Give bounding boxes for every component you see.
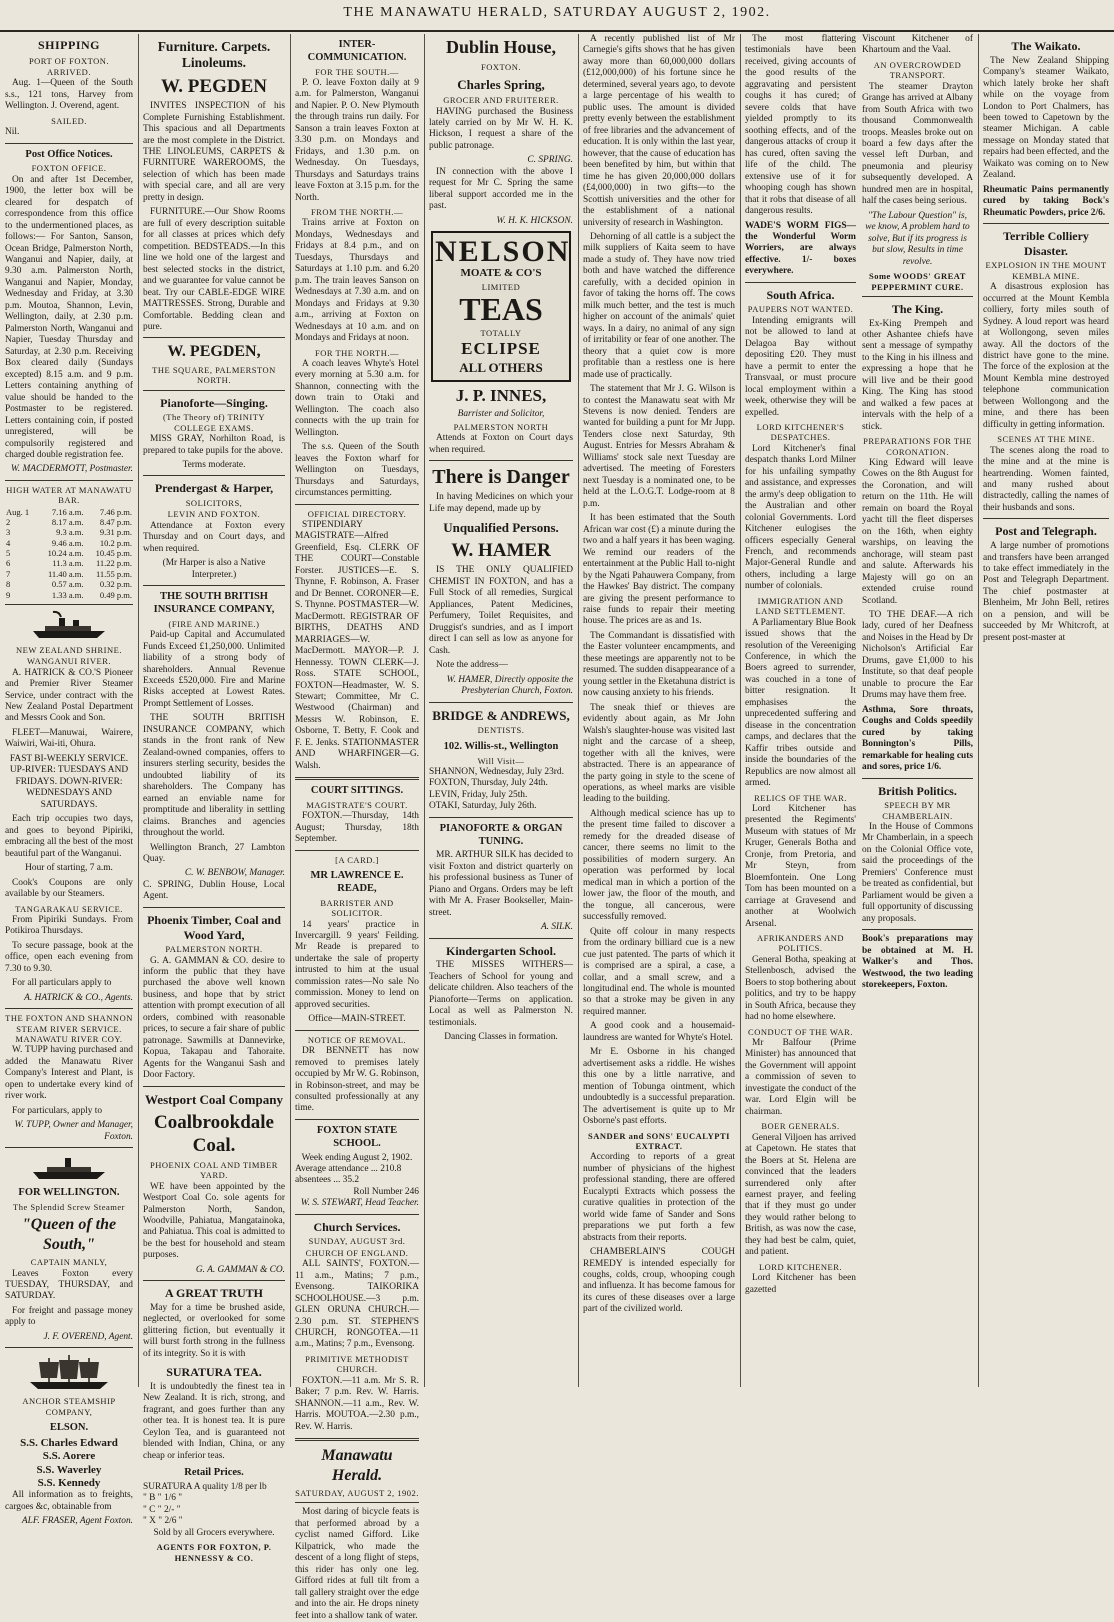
column-rule — [740, 34, 741, 1387]
moate-label: MOATE & CO'S — [460, 267, 542, 280]
waikato-text: The New Zealand Shipping Company's steamer Waikato, which lately broke her shaft while on the voyage from London to Port Chalmers, has been towed to Capetown by the steamer Michigan. A cable message on Monday stated that repairs had been effected, and the Waikato was coming on to New Zealand. — [983, 55, 1109, 181]
column-rule — [978, 34, 979, 1387]
steamer-icon — [29, 609, 109, 641]
wanganui-heading: WANGANUI RIVER. — [27, 656, 111, 667]
british-text: THE SOUTH BRITISH INSURANCE COMPANY, which stands in the front rank of New Zealand-owned companies, offers to insurers sterling security, besides the undoubted liability of its shareholders. The Company has earned an enviable name for promptitude and liberality in settling claims. Branches and agencies throughout the world. — [143, 713, 285, 839]
postmaster-sig: W. MACDERMOTT, Postmaster. — [10, 464, 133, 475]
post-office-sub: FOXTON OFFICE. — [31, 163, 107, 174]
capital-text: Paid-up Capital and Accumulated Funds Exceed £1,250,000. Unlimited liability of a strong body of shareholders. Annual Revenue Exceeds £520,000. Fire and Marine Risks accepted at Lowest Rates. Prompt Settlement of Losses. — [143, 630, 285, 709]
post-office-heading: Post Office Notices. — [25, 148, 113, 160]
labour-verse: "The Labour Question" is, we know, A problem hard to solve, But if its progress is but slow, Results in time revolve. — [865, 210, 970, 267]
tide-cell: 7.16 a.m. — [51, 506, 84, 517]
totally-label: TOTALLY — [480, 327, 522, 338]
tide-cell: 0.49 p.m. — [99, 589, 132, 600]
suratura-text: It is undoubtedly the finest tea in New Zealand. It is rich, strong, and fragrant, and goes further than any other tea. It is honest tea. It is pure Ceylon Tea, and is guaranteed not blended with Indian, China, or any cheap or inferior teas. — [143, 1381, 285, 1461]
sander-text: According to reports of a great number of physicians of the highest professional standing, there are offered Eucalypti Extracts which possess the curative qualities in protection of the world wide fame of Sander and Sons preparations we put forth a few abstracts from their reports. — [583, 1152, 735, 1243]
tangarakau-heading: TANGARAKAU SERVICE. — [15, 903, 123, 914]
office-text: Office—MAIN-STREET. — [308, 1014, 406, 1025]
north-text: Trains arrive at Foxton on Mondays, Wednesdays and Fridays at 8.4 p.m., and on Tuesdays, Thursdays and Saturdays at 1.10 p.m. and 6.20 p.m. The train leaves Sanson on Wednesdays at 7.30 a.m. and on Mondays and Fridays at 9.30 a.m., arriving at Foxton on Wednesdays at 10 a.m. and on Mondays and Fridays at noon. — [295, 218, 419, 344]
barrister-label: BARRISTER AND SOLICITOR. — [320, 897, 394, 919]
news-paragraph: The Commandant is dissatisfied with the Easter volunteer encampments, and these meetings are apparently not to be resumed. The sudden disappearance of a young settler in the Eketahuna district is now causing anxiety to his friends. — [583, 630, 735, 699]
suratura-heading: SURATURA TEA. — [166, 1365, 262, 1380]
court-text: FOXTON.—Thursday, 14th August; Thursday, 18th September. — [295, 811, 419, 845]
ship-name: S.S. Kennedy — [37, 1477, 101, 1490]
spring-text: HAVING purchased the Business lately carried on by Mr W. H. K. Hickson, I request a share of the public patronage. — [429, 106, 573, 151]
speech-heading: SPEECH BY MR CHAMBERLAIN. — [882, 800, 953, 821]
waikato-heading: The Waikato. — [1011, 39, 1081, 53]
price-row: " B " 1/6 " — [143, 1493, 183, 1504]
trip-text: Each trip occupies two days, and goes to beyond Pipiriki, embracing all the best of the most beautiful part of the Wanganui. — [5, 814, 133, 859]
gamman-sig: G. A. GAMMAN & CO. — [195, 1264, 285, 1275]
solicitors-label: SOLICITORS, — [185, 498, 243, 509]
coe-label: CHURCH OF ENGLAND. — [305, 1247, 409, 1258]
foxton-steam-heading: THE FOXTON AND SHANNON STEAM RIVER SERVICE. MANAWATU RIVER COY. — [5, 1013, 133, 1044]
visit-label: Will Visit— — [477, 755, 525, 766]
limited-label: LIMITED — [481, 281, 521, 292]
wades-text: WADE'S WORM FIGS—the Wonderful Worm Worriers, are always effective. 1/- boxes everywhere. — [745, 220, 856, 277]
kinder-heading: Kindergarten School. — [446, 943, 556, 958]
eclipse-label: ECLIPSE — [461, 338, 541, 358]
elson-heading: ELSON. — [49, 1422, 89, 1434]
bicycle-text: Most daring of bicycle feats is that performed abroad by a cyclist named Gifford. Like Kilpatrick, who made the descent of a long flight of steps, this rider has only one leg. Gifford rides at full tilt from a tall gallery straight over the edge and into the air. He drops ninety feet into a shallow tank of water. — [295, 1507, 419, 1621]
captain-text: CAPTAIN MANLY, — [30, 1257, 108, 1268]
gamman-text: G. A. GAMMAN & CO. desire to inform the public that they have purchased the above well known business, and hope that by strict attention with prompt execution of all orders, combined with reasonable prices, to secure a fair share of public patronage. Sawmills at Dannevirke, Kopua, Takapau and Tahoraite. Agents for the Wanganui Sash and Door Factory. — [143, 955, 285, 1081]
masthead: THE MANAWATU HERALD, SATURDAY AUGUST 2, 1902. — [343, 5, 771, 20]
tide-cell: 11.55 p.m. — [95, 568, 132, 579]
overcrowded-heading: AN OVERCROWDED TRANSPORT. — [873, 59, 962, 81]
steamer-icon — [29, 1152, 109, 1182]
cooks-text: Cook's Coupons are only available by our Steamers. — [5, 877, 133, 900]
innes-text: Attends at Foxton on Court days when required. — [429, 433, 573, 455]
service-text: FAST BI-WEEKLY SERVICE. UP-RIVER: TUESDAYS AND FRIDAYS. DOWN-RIVER: WEDNESDAYS AND SATURDAYS. — [9, 753, 129, 810]
paupers-heading: PAUPERS NOT WANTED. — [747, 304, 854, 315]
westport-text: WE have been appointed by the Westport Coal Co. sole agents for Palmerston North, Sandon, Woodville, Pahiatua, Mangatainoka, and Pahiatua. This coal is admitted to be the best for household and steam purposes. — [143, 1181, 285, 1261]
fire-label: (FIRE AND MARINE.) — [168, 618, 260, 629]
sander-heading: SANDER and SONS' EUCALYPTI EXTRACT. — [588, 1130, 730, 1151]
column-intercommunication — [292, 34, 422, 1621]
tide-row — [5, 527, 133, 537]
kitchener-text: Lord Kitchener's final despatch thanks Lord Milner for his unfailing sympathy and assistance, and expresses the army's deep obligation to the Australian and other colonial Governments. Lord Kitchener eulogises the officers especially General French, and recommends Major-General Rundle and others, including a large number of colonials. — [745, 443, 856, 592]
testimonial-text: The most flattering testimonials have been received, giving accounts of the good results of the aggravating and persistent coughs it has cured; of severe colds that have yielded promptly to its soothing effects, and of the dangerous attacks of croup it has cured, often saving the life of the child. The extensive use of it for whooping cough has shown that it robs that disease of all dangerous results. — [745, 34, 856, 217]
asthma-text: Asthma, Sore throats, Coughs and Colds speedily cured by taking Bonnington's Pills, remarkable for healing cuts and sores, price 1/6. — [862, 704, 973, 773]
king-text: Ex-King Prempeh and other Ashantee chiefs have sent a message of sympathy to the King in his illness and expressing a hope that he will live and be their good King. The King has stood and walked a few paces at intervals with the help of a stick. — [862, 318, 973, 432]
tide-cell: 7.46 p.m. — [99, 506, 132, 517]
tide-row — [5, 569, 133, 579]
ship-name: S.S. Waverley — [36, 1463, 102, 1476]
speech-text: In the House of Commons Mr Chamberlain, in a speech on the Colonial Office vote, said the proceedings of the Premiers' Conference must be treated as confidential, but Parliament would be given a full opportunity of discussing any proposals. — [862, 821, 973, 924]
tide-cell: 9.31 p.m. — [99, 527, 132, 538]
sold-text: Sold by all Grocers everywhere. — [153, 1527, 275, 1538]
spring-agent: C. SPRING, Dublin House, Local Agent. — [143, 879, 285, 902]
afrikanders-text: General Botha, speaking at Stellenbosch, advised the Boers to stop bothering about politics, and try to be happy in South Africa, because they had no home elsewhere. — [745, 954, 856, 1023]
stewart-sig: W. S. STEWART, Head Teacher. — [300, 1198, 419, 1209]
news-paragraph: A recently published list of Mr Carnegie's gifts shows that he has given away more than 60,000,000 dollars (£12,000,000) of his fortune since he determined, several years ago, to devote a large percentage of his wealth to public uses. The amount is divided pretty evenly between the establishment of free libraries and the advancement of education. It is only within the last year, however, that the cause of education has been benefited by him, but within that time he has given 20,000,000 dollars (£4,000,000) in two gifts—to the Scottish universities and the other for the establishment of a national university of research in Washington. — [583, 34, 735, 228]
relics-text: Lord Kitchener has presented the Regiments' Museum with statues of Mr Kruger, Generals Botha and Cronje, from Pretoria, and Mr Steyn, from Bloemfontein. One Long Tom has been mounted on a carriage at Gravesend and another at Woolwich Arsenal. — [745, 803, 856, 929]
paupers-text: Intending emigrants will not be allowed to land at Delagoa Bay without depositing £20. They must have a permit to enter the Transvaal, or must procure local employment within a week, otherwise they will be expelled. — [745, 315, 856, 418]
relics-heading: RELICS OF THE WAR. — [754, 792, 847, 803]
tide-cell: 7 — [6, 568, 11, 579]
dancing-text: Dancing Classes in formation. — [444, 1032, 558, 1043]
nelson-teas-advert — [431, 231, 571, 381]
palmerston-label: PALMERSTON NORTH. — [165, 944, 263, 955]
methodist-text: FOXTON.—11 a.m. Mr S. R. Baker; 7 p.m. Rev. W. Harris. SHANNON.—11 a.m., Rev. W. Harris. MOUTOA.—2.30 p.m., Rev. W. Harris. — [295, 1375, 419, 1432]
westport-heading: Westport Coal Company — [145, 1091, 283, 1107]
for-north-label: FOR THE NORTH.— — [314, 347, 400, 358]
theory-text: (The Theory of) TRINITY COLLEGE EXAMS. — [162, 412, 266, 433]
hatrick-text: A. HATRICK & CO.'S Pioneer and Premier River Steamer Service, under contract with the New Zealand Postal Department and Messrs Cook and Son. — [5, 667, 133, 724]
tupp-apply: For particulars, apply to — [12, 1105, 103, 1116]
removal-heading: NOTICE OF REMOVAL. — [307, 1034, 407, 1045]
tide-table — [5, 507, 133, 600]
column-south-africa — [742, 34, 976, 1387]
tide-cell: 8.47 p.m. — [99, 517, 132, 527]
column-news — [580, 34, 738, 1387]
pegden-text: INVITES INSPECTION of his Complete Furnishing Establishment. This spacious and all Departments are the most complete in the District. THE LINOLEUMS, CARPETS & FURNITURE WAREROOMS, the selection of which has been made with special care, and all are very pretty in design. — [143, 101, 285, 203]
news-paragraph: A good cook and a housemaid-laundress are wanted for Whyte's Hotel. — [583, 1021, 735, 1043]
tide-cell: 11.22 p.m. — [95, 558, 132, 569]
news-paragraph: The statement that Mr J. G. Wilson is to contest the Manawatu seat with Mr Stevens is now denied. Tenders are wanted for building a punt for Mr Jupp. Tenders close next Saturday, 9th August. Entries for Messrs Abraham & Williams' stock sale next Tuesday are advertised. The meeting of Foresters next Tuesday is a nominated one, to be held at the L.O.G.T. Lodge-room at 8 p.m. — [583, 384, 735, 509]
anchor-heading: ANCHOR STEAMSHIP COMPANY, — [22, 1396, 116, 1417]
court-heading: COURT SITTINGS. — [310, 785, 404, 797]
news-paragraph: It has been estimated that the South African war cost (£) a minute during the two and a half years it has been waging. We remind our readers of the entertainment at the Public Hall to-night by the Ngati Pahauwera Company, from the Hawkes' Bay district. The company are giving the present performance to raise funds to repair their meeting house. The prices are as and 1s. — [583, 513, 735, 627]
kitchener2-text: Lord Kitchener has been gazetted — [745, 1273, 856, 1295]
dublin-heading: Dublin House, — [445, 37, 557, 57]
fraser-sig: ALF. FRASER, Agent Foxton. — [21, 1516, 133, 1527]
explosion-text: A disastrous explosion has occurred at the Mount Kembla colliery, forty miles south of Sydney. A loud report was heard at Wollongong, seven miles away. All the doctors of the district have gone to the mine. The force of the explosion at the Mount Kembla mine destroyed telephone communication between Wollongong and the mine, and there has been difficulty in getting information. — [983, 282, 1109, 430]
splendid-text: The Splendid Screw Steamer — [13, 1201, 125, 1212]
shipping-heading: SHIPPING — [37, 38, 100, 52]
port-heading: PORT OF FOXTON. — [28, 55, 110, 66]
column-rule — [424, 34, 425, 1387]
leaves-text: Leaves Foxton every TUESDAY, THURSDAY, and SATURDAY. — [5, 1268, 133, 1302]
column-advertisements — [140, 34, 288, 1563]
spring-heading: Charles Spring, — [457, 77, 545, 93]
tide-row — [5, 507, 133, 517]
tide-row — [5, 590, 133, 600]
herald-date: SATURDAY, AUGUST 2, 1902. — [295, 1488, 419, 1499]
scenes-text: The scenes along the road to the mine and at the mine is heartrending. Women fainted, and many rushed about distractedly, calling the names of their husbands and sons. — [983, 445, 1109, 513]
scenes-heading: SCENES AT THE MINE. — [997, 434, 1095, 445]
tide-cell: Aug. 1 — [6, 506, 30, 517]
sailed-label: SAILED. — [51, 115, 87, 126]
ship-name: S.S. Charles Edward — [20, 1436, 118, 1449]
retail-heading: Retail Prices. — [184, 1467, 244, 1479]
tide-cell: 10.24 a.m. — [47, 548, 84, 559]
willis-label: 102. Willis-st., Wellington — [443, 740, 559, 752]
nelson-title: NELSON — [435, 235, 571, 269]
hamer-sig: W. HAMER, Directly opposite the Presbyterian Church, Foxton. — [446, 674, 573, 697]
tide-row — [5, 558, 133, 568]
news-paragraph: Quite off colour in many respects from the ordinary billiard cue is a new cue just patented. The parts of which it is comprised are a spiral, a case, a collar, and a small screw, and a longitudinal end. The whole is mounted so that a stroke may be given in any required manner. — [583, 926, 735, 1017]
arrival-entry: Aug. 1—Queen of the South s.s., 121 tons, Harvey from Wellington. J. Overend, agent. — [5, 78, 133, 112]
herald-title: Manawatu Herald. — [321, 1447, 393, 1484]
news-paragraph: CHAMBERLAIN'S COUGH REMEDY is intended especially for coughs, colds, croup, whooping cough and influenza. It has become famous for its cures of these diseases over a large part of the civilized world. — [583, 1247, 735, 1315]
innes-heading: J. P. INNES, — [455, 385, 547, 405]
sailing-ship-icon — [24, 1352, 114, 1392]
average-text: Average attendance ... 210.8 — [295, 1163, 402, 1174]
tide-cell: 10.2 p.m. — [99, 537, 132, 548]
price-row: " C " 2/- " — [143, 1504, 181, 1515]
rheumatic-text: Rheumatic Pains permanently cured by taking Bock's Rheumatic Powders, price 2/6. — [983, 184, 1109, 218]
tide-cell: 10.45 p.m. — [95, 548, 132, 559]
tide-cell: 9.46 a.m. — [51, 537, 84, 548]
coronation-heading: PREPARATIONS FOR THE CORONATION. — [863, 436, 972, 457]
from-north-label: FROM THE NORTH.— — [310, 207, 404, 218]
deaf-text: TO THE DEAF.—A rich lady, cured of her Deafness and Noises in the Head by Dr Nicholson's Artificial Ear Drums, gave £1,000 to his Institute, so that deaf people unable to procure the Ear Drums may have them free. — [862, 610, 973, 701]
column-6-right — [862, 34, 973, 1299]
tide-cell: 5 — [6, 548, 11, 559]
unqualified-heading: Unqualified Persons. — [443, 520, 559, 536]
tide-cell: 11.3 a.m. — [52, 558, 84, 569]
innes-title: Barrister and Solicitor, — [457, 409, 545, 420]
ship-list — [5, 1437, 133, 1491]
conduct-heading: CONDUCT OF THE WAR. — [748, 1026, 853, 1037]
address-label: Note the address— — [436, 660, 508, 671]
intercom-heading: INTER-COMMUNICATION. — [307, 39, 407, 63]
wellington-heading: FOR WELLINGTON. — [18, 1186, 120, 1198]
column-rule — [138, 34, 139, 1387]
tide-cell: 9 — [6, 589, 11, 600]
magistrate-label: MAGISTRATE'S COURT. — [306, 800, 408, 811]
viscount-text: Viscount Kitchener of Khartoum and the Vaal. — [862, 34, 973, 56]
top-rule — [0, 30, 1114, 32]
post-heading: Post and Telegraph. — [995, 524, 1097, 539]
tide-cell: 9.3 a.m. — [56, 527, 84, 538]
queen-heading: "Queen of the South," — [21, 1216, 117, 1253]
gray-text: MISS GRAY, Norhilton Road, is prepared to take pupils for the above. — [143, 434, 285, 456]
books-text: Book's preparations may be obtained at M. H. Walker's and Thos. Westwood, the two leading storekeepers, Foxton. — [862, 934, 973, 990]
tide-cell: 11.40 a.m. — [47, 568, 84, 579]
official-heading: OFFICIAL DIRECTORY. — [307, 508, 407, 519]
news-paragraph: Dehorning of all cattle is a subject the milk suppliers of Kaita seem to have made a study of. They have now tried both and have watched the difference carefully, with a decided opinion in favor of taking the horns off. The cows milk much better, and the test is much higher on account of the animals' quiet ways. In a dairy, no animal of any sign of irritability or fear of one another. The theory that a quiet cow is more profitable than a restless one is here made use of practically. — [583, 231, 735, 380]
prendergast-heading: Prendergast & Harper, — [154, 481, 274, 496]
post-office-text: On and after 1st December, 1900, the letter box will be cleared for despatch of correspondence from this office to the undermentioned places, as follows:— For Santon, Sanson, Ocean Bridge, Palmerston North, Wanganui and Napier, daily, at 9.30 a.m. Palmerston North, Wanganui and Napier, Monday, Wednesday and Friday, at 3.30 p.m. Moutoa, Shannon, Levin, Wellington, daily, at 2.30 p.m. Palmerston North, Wanganui and Napier, Tuesday Thursday and Saturday, at 2.30 p.m. Receiving Box cleared daily (Sundays excepted) 8.15 a.m. and 9 p.m. Letters containing anything of value should be handed to the Postmaster to be registered. Letters containing coin, if posted unregistered, will be compulsorily registered and charged double registration fee. — [5, 174, 133, 460]
south-label: FOR THE SOUTH.— — [315, 66, 399, 77]
tide-cell: 4 — [6, 537, 11, 548]
benbow-sig: C. W. BENBOW, Manager. — [184, 868, 285, 879]
week-text: Week ending August 2, 1902. — [301, 1152, 413, 1163]
truth-text: May for a time be brushed aside, neglected, or overlooked for some glittering fiction, but eventually it will burst forth strong in the fullness of its integrity. So it is with — [143, 1302, 285, 1359]
visit-row: SHANNON, Wednesday, July 23rd. — [429, 766, 564, 777]
foxton-label: FOXTON. — [481, 61, 521, 72]
all-others-label: ALL OTHERS — [459, 359, 543, 375]
news-paragraph: Mr E. Osborne in his changed advertisement asks a riddle. He wishes this one by a little narrative, and mention of Tobunga ointment, which undoubtedly is a successful preparation. The advertisement is quite up to Mr Osborne's past efforts. — [583, 1047, 735, 1127]
tide-row — [5, 517, 133, 527]
methodist-label: PRIMITIVE METHODIST CHURCH. — [305, 1353, 409, 1375]
column-dublin-house — [426, 34, 576, 1387]
maori-text: (Mr Harper is also a Native Interpreter.) — [162, 558, 266, 580]
great-truth-heading: A GREAT TRUTH — [164, 1286, 264, 1301]
terms-text: Terms moderate. — [182, 460, 246, 470]
kitchener2-heading: LORD KITCHENER. — [758, 1261, 843, 1272]
generals-text: General Viljoen has arrived at Capetown. He states that the Boers at St. Helena are convinced that the leaders surrendered only after earnest prayer, and feeling that if they must go under they would rather belong to British, as was now the case, they had best be calm, quiet, and patient. — [745, 1132, 856, 1258]
attendance-text: Attendance at Foxton every Thursday and on Court days, and when required. — [143, 520, 285, 554]
price-row: SURATURA A quality 1/8 per lb — [143, 1482, 267, 1492]
column-rule — [290, 34, 291, 1387]
tide-row — [5, 538, 133, 548]
column-6-left — [745, 34, 856, 1299]
absentees-text: absentees ... 35.2 — [295, 1175, 360, 1186]
particulars-text: For all particulars apply to — [12, 978, 112, 989]
coe-text: ALL SAINTS', FOXTON.—11 a.m., Matins; 7 p.m., Evensong. TAIKORIKA SCHOOLHOUSE.—3 p.m. GLEN ORUNA CHURCH.—2.30 p.m. ST. STEPHEN'S CHURCH, RONGOTEA.—11 a.m., Matins; 7 p.m., Evensong. — [295, 1259, 419, 1350]
arrived-label: ARRIVED. — [47, 66, 91, 77]
pegden-sig: W. PEGDEN, — [167, 343, 261, 361]
grocer-label: GROCER AND FRUITERER. — [443, 95, 559, 106]
tide-cell: 0.57 a.m. — [51, 579, 84, 590]
reade-heading: MR LAWRENCE E. READE, — [310, 870, 404, 894]
price-row: " X " 2/6 " — [143, 1516, 183, 1527]
coalbrookdale-heading: Coalbrookdale Coal. — [153, 1111, 274, 1156]
immigration-text: A Parliamentary Blue Book issued shows that the resolution of the Vereeniging Conference, in which the Boers agreed to surrender, was couched in a tone of bitter resignation. It emphasises the unprecedented suffering and disease in the concentration camps, and declares that the Kaffir tribes outside and inside the boundaries of the Republics are now almost all armed. — [745, 617, 856, 789]
teas-label: TEAS — [459, 290, 543, 327]
dentists-label: DENTISTS. — [477, 725, 525, 736]
tide-cell: 6 — [6, 558, 11, 569]
hamer-text: IS THE ONLY QUALIFIED CHEMIST IN FOXTON, and has a Full Stock of all remedies, Surgical Appliances, Patent Medicines, Perfumery, Toilet Requisites, and Druggist's sundries, and as I import direct I can sell as low as anyone for Cash. — [429, 565, 573, 656]
hamer-heading: W. HAMER — [451, 540, 551, 562]
tide-cell: 0.32 p.m. — [99, 579, 132, 590]
overcrowded-text: The steamer Drayton Grange has arrived at Albany from South Africa with two thousand Commonwealth troops. Measles broke out on board a few days after the vessel left Durban, and pneumonia and pleurisy subsequently developed. A hundred men are in hospital, half the cases being serious. — [862, 81, 973, 207]
post-text: A large number of promotions and transfers have been arranged to take effect immediately in the Post and Telegraph Department. The chief postmaster at Blenheim, Mr John Bell, retires on a pension, and will be succeeded by Mr Whitcroft, at present post-master at — [983, 541, 1109, 643]
visit-row: FOXTON, Thursday, July 24th. — [429, 778, 548, 789]
king-heading: The King. — [891, 301, 944, 316]
bennett-text: DR BENNETT has now removed to premises lately occupied by Mr W. G. Robinson, in Robinson-street, and may be consulted professionally at any time. — [295, 1046, 419, 1114]
news-paragraph: Although medical science has up to the present time failed to discover a remedy for the dreaded disease of cancer, there seems no limit to the possibilities of modern surgery. An operation was performed by local medical man in which a portion of the lower jaw, the floor of the mouth, and the tongue, all cancerous, were successfully removed. — [583, 808, 735, 923]
sunday-label: SUNDAY, AUGUST 3rd. — [308, 1236, 406, 1247]
church-heading: Church Services. — [313, 1219, 401, 1234]
visit-row: OTAKI, Saturday, July 26th. — [429, 801, 537, 812]
tide-cell: 2 — [6, 517, 11, 527]
reade-text: 14 years' practice in Invercargill. 9 years' Feilding. Mr Reade is prepared to undertake the sale of property intrusted to him at the usual commission rates—No sale No commission. Money to lend on approved securities. — [295, 919, 419, 1010]
phoenix-heading: Phoenix Timber, Coal and Wood Yard, — [147, 912, 281, 942]
explosion-heading: EXPLOSION IN THE MOUNT KEMBLA MINE. — [985, 260, 1107, 281]
visit-row: LEVIN, Friday, July 25th. — [429, 789, 528, 800]
hatrick-sig: A. HATRICK & CO., Agents. — [24, 992, 133, 1003]
roll-text: Roll Number 246 — [353, 1186, 419, 1197]
british-politics-heading: British Politics. — [878, 783, 957, 798]
secure-text: To secure passage, book at the office, open each evening from 7.30 to 9.30. — [5, 940, 133, 974]
ship-name: S.S. Aorere — [42, 1450, 96, 1463]
sailed-value: Nil. — [5, 127, 20, 138]
square-text: THE SQUARE, PALMERSTON NORTH. — [152, 365, 276, 386]
fleet-text: FLEET—Manuwai, Wairere, Waiwiri, Wai-iti, Ohura. — [5, 727, 133, 750]
tide-cell: 3 — [6, 527, 11, 538]
kitchener-heading: LORD KITCHENER'S DESPATCHES. — [756, 422, 845, 443]
hickson-text: IN connection with the above I request for Mr C. Spring the same liberal support accorded me in the past. — [429, 166, 573, 212]
bridge-heading: BRIDGE & ANDREWS, — [432, 707, 570, 723]
tide-row — [5, 579, 133, 589]
afrikanders-heading: AFRIKANDERS AND POLITICS. — [756, 933, 845, 954]
danger-text: In having Medicines on which your Life may depend, made up by — [429, 492, 573, 514]
tangarakau-text: From Pipiriki Sundays. From Potikiroa Thursdays. — [5, 914, 133, 937]
spring-sig: C. SPRING. — [527, 155, 573, 166]
tupp-sig: W. TUPP, Owner and Manager, Foxton. — [14, 1120, 133, 1142]
silk-sig: A. SILK. — [540, 922, 573, 933]
news-paragraph: The sneak thief or thieves are evidently about again, as Mr John Walsh's slaughter-house was visited last night and the carcase of a sheep, together with all the knives, were abstracted. There is an appearance of the party going in style to the scene of operations, as wheel marks are visible leading to the building. — [583, 702, 735, 805]
agents-text: AGENTS FOR FOXTON, P. HENNESSY & CO. — [156, 1542, 272, 1563]
immigration-heading: IMMIGRATION AND LAND SETTLEMENT. — [755, 595, 846, 617]
tide-cell: 8.17 a.m. — [51, 517, 84, 527]
south-africa-heading: South Africa. — [766, 287, 835, 302]
hickson-sig: W. H. K. HICKSON. — [496, 215, 573, 226]
danger-heading: There is Danger — [432, 466, 570, 489]
shrine-heading: NEW ZEALAND SHRINE. — [16, 644, 122, 655]
visit-list — [429, 767, 573, 813]
tupp-text: W. TUPP having purchased and added the Manawatu River Company's Interest and Plant, is open to undertake every kind of river work. — [5, 1045, 133, 1102]
british-heading: THE SOUTH BRITISH INSURANCE COMPANY, — [153, 591, 275, 615]
conduct-text: Mr Balfour (Prime Minister) has announced that the Government will appoint a commission of seven to investigate the conduct of the war. Lord Elgin will be chairman. — [745, 1038, 856, 1117]
info-text: All information as to freights, cargoes &c, obtainable from — [5, 1490, 133, 1512]
coach-text: A coach leaves Whyte's Hotel every morning at 5.30 a.m. for Shannon, connecting with the down train to Otaki and Wellington. The coach also connects with the up train for Wellington. — [295, 358, 419, 438]
silk-text: MR. ARTHUR SILK has decided to visit Foxton and district quarterly on his professional business as Tuner of Piano and Organs. Orders may be left with Mr A. Fraser Bookseller, Main-street. — [429, 850, 573, 918]
queen-text: The s.s. Queen of the South leaves the Foxton wharf for Wellington on Tuesdays, Thursdays and Saturdays, circumstances permitting. — [295, 442, 419, 499]
pegden-heading: W. PEGDEN — [161, 75, 267, 97]
phoenix-yard: PHOENIX COAL AND TIMBER YARD. — [150, 1159, 278, 1181]
price-list — [143, 1482, 285, 1528]
innes-place: PALMERSTON NORTH — [453, 421, 549, 432]
kinder-text: THE MISSES WITHERS—Teachers of School for young and delicate children. Also teachers of the Pianoforte—Terms on application. Local as well as Palmerston N. testimonials. — [429, 960, 573, 1028]
piano-heading: PIANOFORTE & ORGAN TUNING. — [439, 822, 563, 847]
column-shipping — [2, 34, 136, 1527]
pianoforte-heading: Pianoforte—Singing. — [160, 395, 268, 410]
overend-sig: J. F. OVEREND, Agent. — [43, 1331, 133, 1342]
coronation-text: King Edward will leave Cowes on the 8th August for the Coronation, and will return on the 11th. He will remain on board the Royal yacht till the fleet disperses on the 16th, when eighty warships, on leaving the anchorage, will steam past and salute. Afterwards his Majesty will go on an extended cruise round Scotland. — [862, 457, 973, 606]
generals-heading: BOER GENERALS. — [761, 1121, 840, 1132]
pegden-text-2: FURNITURE.—Our Show Rooms are full of every description suitable for all classes at prices which defy competition. BEDSTEADS.—In this line we hold one of the largest and best selected stocks in the district, and we guarantee for value cannot be beat. Try our CABLE-EDGE WIRE MATTRESSES. Strong, Durable and Comfortable. Bedding clean and pure. — [143, 207, 285, 333]
disaster-heading: Terrible Colliery Disaster. — [1003, 229, 1089, 258]
school-heading: FOXTON STATE SCHOOL. — [316, 1124, 398, 1149]
branch-text: Wellington Branch, 27 Lambton Quay. — [143, 842, 285, 865]
furniture-heading: Furniture. Carpets. Linoleums. — [157, 39, 271, 71]
column-rule — [578, 34, 579, 1387]
freight-text: For freight and passage money apply to — [5, 1305, 133, 1328]
directory-text: STIPENDIARY MAGISTRATE—Alfred Greenfield, Esq. CLERK OF THE COURT—Constable Forster. JUSTICES—E. S. Thynne, F. Robinson, A. Fraser and Dr Bennet. CORONER—E. S. Thynne. POSTMASTER—W. MacDermott. REGISTRAR OF BIRTHS, DEATHS AND MARRIAGES—W. MacDermott. MAYOR—P. J. Hennessy. TOWN CLERK—J. Ross. STATE SCHOOL, FOXTON—Headmaster, W. S. Stewart; Committee, Mr C. Westwood (Chairman) and Messrs W. Robinson, E. Osborne, T. Betty, F. Cook and F. E. Jenks. STATIONMASTER AND WHARFINGER—G. Walsh. — [295, 519, 419, 771]
hour-text: Hour of starting, 7 a.m. — [25, 863, 113, 874]
tide-row — [5, 548, 133, 558]
column-waikato — [980, 34, 1112, 1387]
woods-text: Some WOODS' GREAT PEPPERMINT CURE. — [869, 271, 966, 292]
tide-cell: 8 — [6, 579, 11, 590]
card-label: [A CARD.] — [335, 854, 379, 865]
intercom-text: P. O. leave Foxton daily at 9 a.m. for Palmerston, Wanganui and Napier. P. O. New Plymouth the through trains run daily. For Sanson a train leaves Foxton at 3.30 p.m. on Mondays and Fridays, and 1.30 p.m. on Wednesday. On Tuesdays, Thursdays and Saturdays trains leave Foxton at 3.15 p.m. for the North. — [295, 77, 419, 203]
levin-label: LEVIN AND FOXTON. — [167, 509, 261, 520]
tide-heading: HIGH WATER AT MANAWATU BAR. — [6, 484, 132, 506]
tide-cell: 1.33 a.m. — [51, 589, 84, 600]
